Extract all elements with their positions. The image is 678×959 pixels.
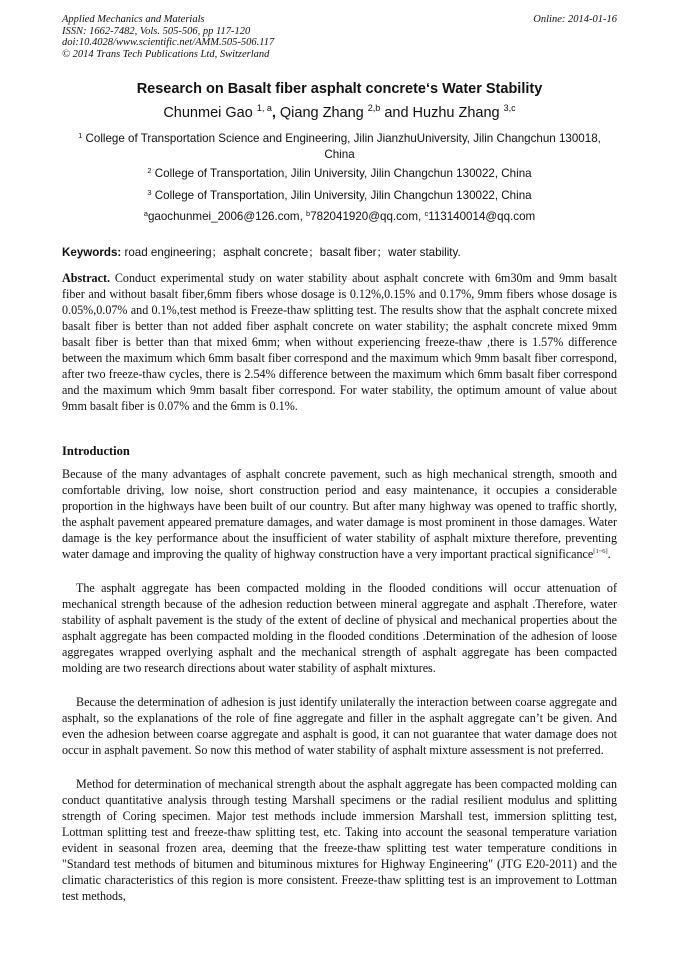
keywords-label: Keywords: <box>62 246 122 259</box>
intro-paragraph-2: The asphalt aggregate has been compacted molding in the flooded conditions will occur attenuation of mechanical strength because of the adhesion reduction between mineral aggregate and asphalt .Therefore, water stability of asphalt pavement is the study of the extent of decline of physical and mechanical properties about the asphalt aggregate has been compacted molding in the flooded conditions .Determination of the adhesion of loose aggregates wrapped overlying asphalt and the mechanical strength of asphalt aggregate has been compacted molding are two research directions about water stability of asphalt mixtures. <box>62 581 617 675</box>
affiliation-text: College of Transportation Science and Engineering, Jilin JianzhuUniversity, Jilin Changchun 130018, China <box>82 132 601 161</box>
keywords <box>62 246 617 260</box>
copyright-line: © 2014 Trans Tech Publications Ltd, Switzerland <box>62 48 270 60</box>
author-superscript: 2,b <box>367 103 381 113</box>
keywords-text: road engineering；asphalt concrete；basalt fiber；water stability. <box>121 246 461 259</box>
abstract <box>62 270 617 414</box>
affiliation-text: College of Transportation, Jilin University, Jilin Changchun 130022, China <box>151 189 532 202</box>
abstract-text: Conduct experimental study on water stability about asphalt concrete with 6m30m and 9mm basalt fiber and without basalt fiber,6mm fibers whose dosage is 0.12%,0.15% and 0.17%, 9mm fibers whose dosage is 0.05%,0.07% and 0.1%,test method is Freeze-thaw splitting test. The results show that the asphalt concrete mixed basalt fiber is better than not added fiber asphalt concrete on water stability; the asphalt concrete mixed 9mm basalt fiber is better than that mixed 6mm; when without experiencing freeze-thaw ,there is 1.57% difference between the maximum which 6mm basalt fiber correspond and the maximum which 9mm basalt fiber correspond, after two freeze-thaw cycles, there is 2.54% difference between the maximum which 6mm basalt fiber correspond and the maximum which 9mm basalt fiber correspond. For water stability, the optimum amount of value about 9mm basalt fiber is 0.07% and the 6mm is 0.1%. <box>62 271 617 413</box>
affiliation-1 <box>72 131 607 163</box>
intro-paragraph-4: Method for determination of mechanical strength about the asphalt aggregate has been compacted molding can conduct quantitative analysis through testing Marshall specimens or the radial resilient modulus and splitting strength of Coring specimen. Major test methods include immersion Marshall test, immersion splitting test, Lottman splitting test and freeze-thaw splitting test, etc. Taking into account the seasonal temperature variation evident in seasonal frozen area, deeming that the freeze-thaw splitting test water temperature conditions in "Standard test methods of bitumen and bituminous mixtures for Highway Engineering" (JTG E20-2011) and the climatic characteristics of this region is more consistent. Freeze-thaw splitting test is an improvement to Lottman test methods, <box>62 777 617 903</box>
affiliation-number: 1 <box>78 131 83 140</box>
abstract-label: Abstract. <box>62 271 111 285</box>
email-line <box>72 209 607 225</box>
affiliation-number: 3 <box>147 188 152 197</box>
email-address: 113140014@qq.com <box>428 210 536 223</box>
author-superscript: 3,c <box>503 103 516 113</box>
author-superscript: 1, a <box>256 103 272 113</box>
affiliation-3 <box>72 188 607 204</box>
section-heading-introduction: Introduction <box>62 444 130 458</box>
doi-line: doi:10.4028/www.scientific.net/AMM.505-506.117 <box>62 37 275 48</box>
paragraph-end: . <box>607 547 611 561</box>
journal-name: Applied Mechanics and Materials <box>62 14 205 25</box>
email-address: 782041920@qq.com, <box>310 210 425 223</box>
paper-title: Research on Basalt fiber asphalt concrete‘s Water Stability <box>136 81 543 97</box>
author-separator: and <box>380 105 413 121</box>
author-list <box>62 103 617 123</box>
email-marker: a <box>143 209 148 218</box>
online-date: Online: 2014-01-16 <box>533 14 617 25</box>
issn-line: ISSN: 1662-7482, Vols. 505-506, pp 117-120 <box>62 25 251 37</box>
email-marker: b <box>306 209 311 218</box>
affiliation-number: 2 <box>147 166 152 175</box>
intro-paragraph-1 <box>62 466 617 562</box>
intro-paragraph-3: Because the determination of adhesion is just identify unilaterally the interaction between coarse aggregate and asphalt, so the explanations of the role of fine aggregate and filler in the asphalt aggregate can’t be given. And even the adhesion between coarse aggregate and asphalt is good, it can not guarantee that water damage does not occur in asphalt pavement. So now this method of water stability of asphalt mixture assessment is not preferred. <box>62 695 617 757</box>
journal-header <box>62 14 617 60</box>
email-marker: c <box>424 209 429 218</box>
author-separator: , <box>271 105 280 121</box>
citation-ref: [1~6] <box>593 548 608 555</box>
email-address: gaochunmei_2006@126.com, <box>147 210 307 223</box>
affiliation-text: College of Transportation, Jilin University, Jilin Changchun 130022, China <box>151 167 532 180</box>
paragraph-text: Because of the many advantages of asphalt concrete pavement, such as high mechanical strength, smooth and comfortable driving, low noise, short construction period and easy maintenance, it occupies a considerable proportion in the highways have been built of our country. But after many highway was opened to traffic shortly, the asphalt pavement appeared premature damages, and water damage is most prominent in those damages. Water damage is the key performance about the insufficient of water stability of asphalt mixture therefore, preventing water damage and improving the quality of highway construction have a very important practical significance <box>62 467 617 561</box>
author-name: Chunmei Gao <box>163 105 253 121</box>
affiliation-2 <box>72 166 607 182</box>
author-name: Qiang Zhang <box>279 105 364 121</box>
author-name: Huzhu Zhang <box>412 105 500 121</box>
